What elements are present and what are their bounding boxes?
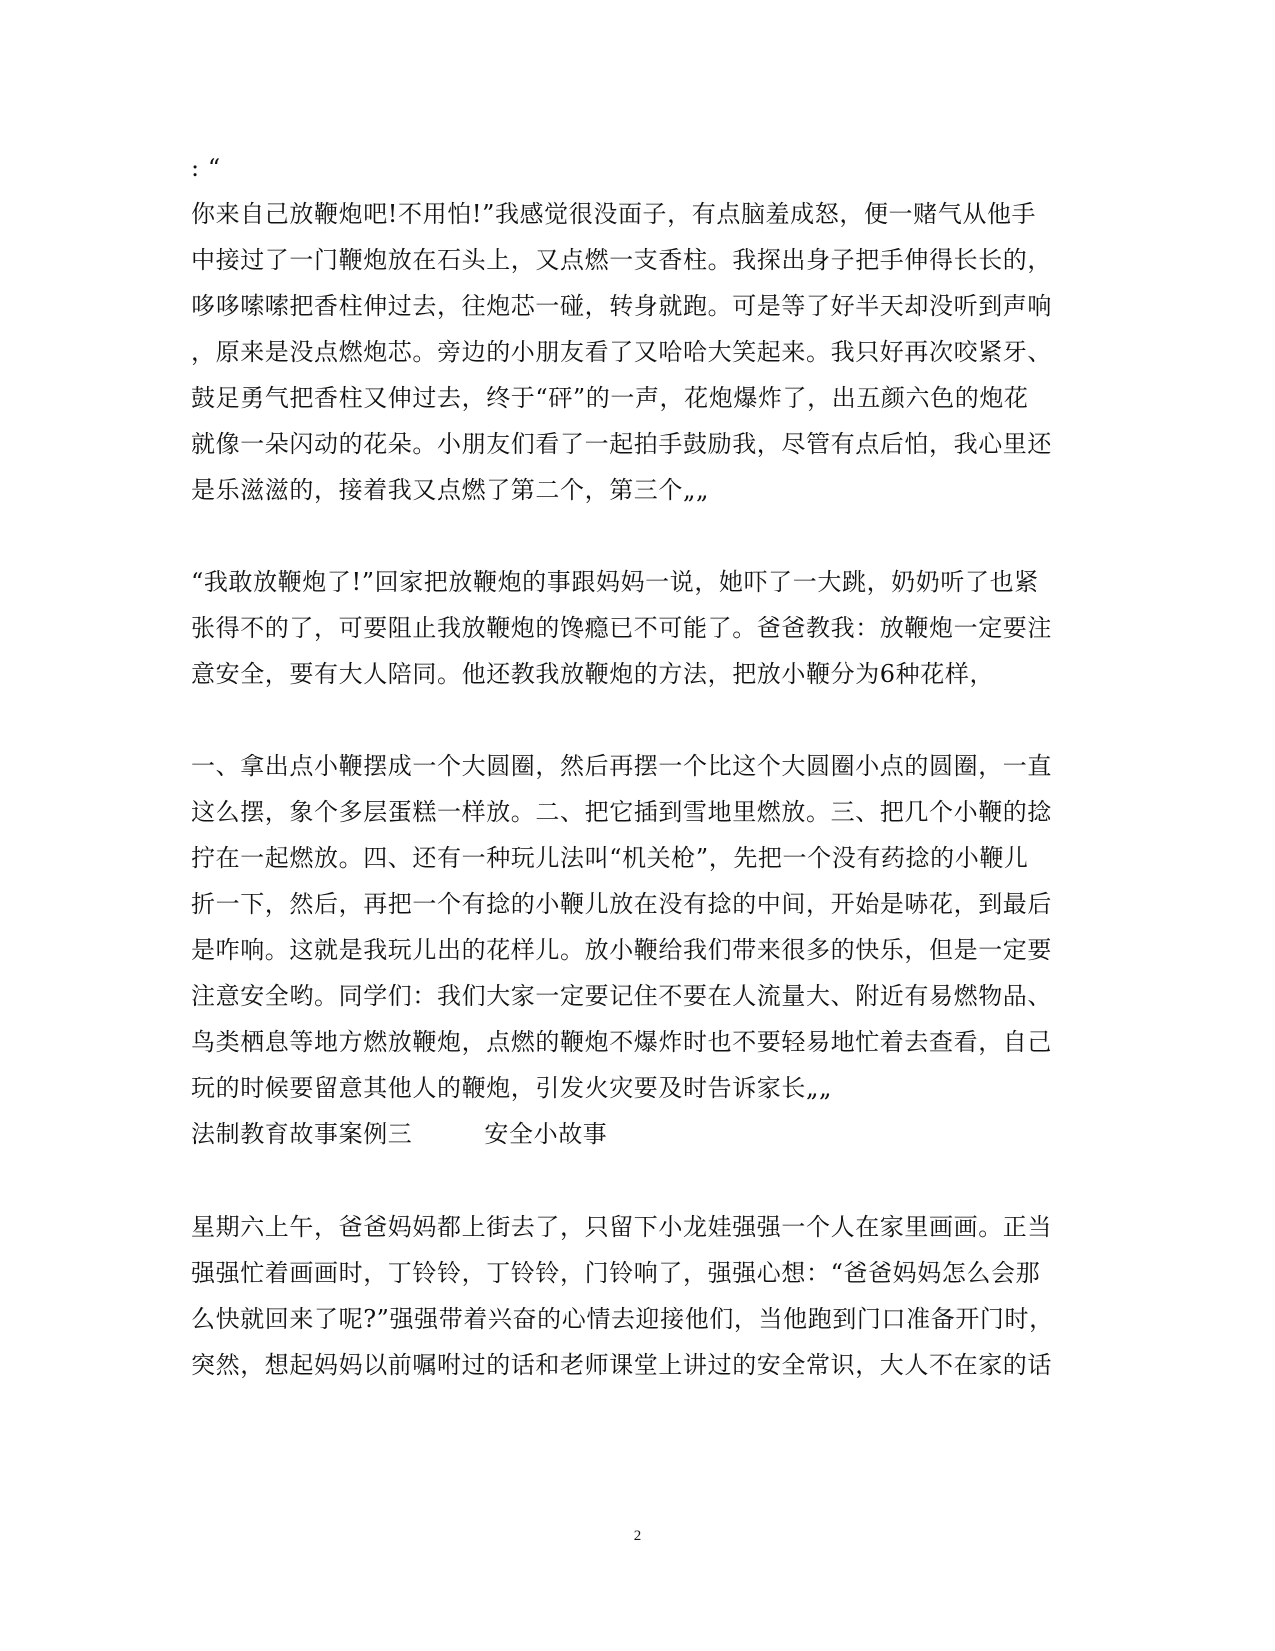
text-line: : “ [191,154,221,182]
section-heading [191,1119,607,1149]
text-line: 鸟类栖息等地方燃放鞭炮，点燃的鞭炮不爆炸时也不要轻易地忙着去查看，自己 [191,1028,1052,1056]
text-line: 这么摆，象个多层蛋糕一样放。二、把它插到雪地里燃放。三、把几个小鞭的捻 [191,798,1052,826]
text-line: 就像一朵闪动的花朵。小朋友们看了一起拍手鼓励我，尽管有点后怕，我心里还 [191,430,1052,458]
text-line: 张得不的了，可要阻止我放鞭炮的馋瘾已不可能了。爸爸教我：放鞭炮一定要注 [191,614,1052,642]
text-line: 一、拿出点小鞭摆成一个大圆圈，然后再摆一个比这个大圆圈小点的圆圈，一直 [191,752,1052,780]
text-line: 强强忙着画画时，丁铃铃，丁铃铃，门铃响了，强强心想：“爸爸妈妈怎么会那 [191,1259,1041,1287]
text-line: 注意安全哟。同学们：我们大家一定要记住不要在人流量大、附近有易燃物品、 [191,982,1052,1010]
text-line: “我敢放鞭炮了!”回家把放鞭炮的事跟妈妈一说，她吓了一大跳，奶奶听了也紧 [191,568,1039,596]
text-line: 是乐滋滋的，接着我又点燃了第二个，第三个„„ [191,476,710,504]
text-line: 折一下，然后，再把一个有捻的小鞭儿放在没有捻的中间，开始是哧花，到最后 [191,890,1052,918]
text-line: ，原来是没点燃炮芯。旁边的小朋友看了又哈哈大笑起来。我只好再次咬紧牙、 [191,338,1052,366]
text-line: 拧在一起燃放。四、还有一种玩儿法叫“机关枪”，先把一个没有药捻的小鞭儿 [191,844,1029,872]
text-line: 是咋响。这就是我玩儿出的花样儿。放小鞭给我们带来很多的快乐，但是一定要 [191,936,1052,964]
section-heading-subtitle: 安全小故事 [484,1120,608,1148]
text-line: 么快就回来了呢?”强强带着兴奋的心情去迎接他们，当他跑到门口准备开门时， [191,1305,1054,1333]
text-line: 鼓足勇气把香柱又伸过去，终于“砰”的一声，花炮爆炸了，出五颜六色的炮花 [191,384,1029,412]
text-line: 哆哆嗦嗦把香柱伸过去，往炮芯一碰，转身就跑。可是等了好半天却没听到声响 [191,292,1052,320]
text-line: 中接过了一门鞭炮放在石头上，又点燃一支香柱。我探出身子把手伸得长长的， [191,246,1052,274]
text-line: 你来自己放鞭炮吧!不用怕!”我感觉很没面子，有点脑羞成怒，便一赌气从他手 [191,200,1037,228]
text-line: 突然，想起妈妈以前嘱咐过的话和老师课堂上讲过的安全常识，大人不在家的话 [191,1351,1052,1379]
section-heading-title: 法制教育故事案例三 [191,1120,413,1148]
text-line: 意安全，要有大人陪同。他还教我放鞭炮的方法，把放小鞭分为6种花样， [191,660,995,688]
text-line: 星期六上午，爸爸妈妈都上街去了，只留下小龙娃强强一个人在家里画画。正当 [191,1213,1052,1241]
page-number: 2 [633,1528,642,1544]
text-line: 玩的时候要留意其他人的鞭炮，引发火灾要及时告诉家长„„ [191,1074,833,1102]
